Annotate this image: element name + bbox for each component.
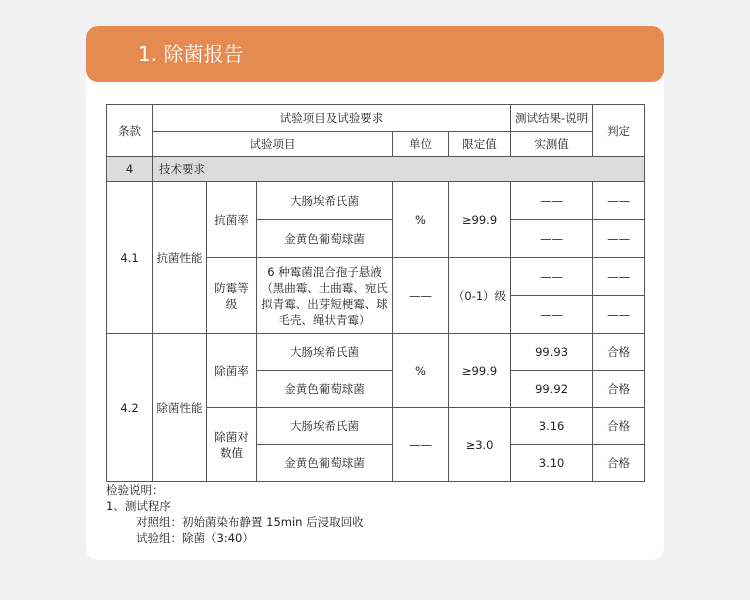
item-staph: 金黄色葡萄球菌 — [257, 220, 393, 258]
th-clause: 条款 — [107, 105, 153, 157]
section-row — [107, 157, 645, 182]
measured-cell: —— — [511, 220, 593, 258]
unit-cell: —— — [393, 258, 449, 334]
verdict-cell: —— — [593, 182, 645, 220]
clause-4-2: 4.2 — [107, 334, 153, 482]
measured-cell: 99.92 — [511, 371, 593, 408]
log-reduction-label: 除菌对数值 — [207, 408, 257, 482]
limit-cell: ≥99.9 — [449, 334, 511, 408]
measured-cell: 99.93 — [511, 334, 593, 371]
verdict-cell: 合格 — [593, 334, 645, 371]
unit-cell: % — [393, 334, 449, 408]
section-title: 1. 除菌报告 — [138, 42, 244, 66]
measured-cell: 3.10 — [511, 445, 593, 482]
section-clause: 4 — [107, 157, 153, 182]
th-measured: 实测值 — [511, 132, 593, 157]
section-label: 技术要求 — [153, 157, 645, 182]
removal-rate-label: 除菌率 — [207, 334, 257, 408]
header-row-2 — [107, 132, 645, 157]
measured-cell: —— — [511, 258, 593, 296]
limit-cell: ≥99.9 — [449, 182, 511, 258]
measured-cell: 3.16 — [511, 408, 593, 445]
measured-cell: —— — [511, 296, 593, 334]
th-limit: 限定值 — [449, 132, 511, 157]
th-result: 测试结果-说明 — [511, 105, 593, 132]
unit-cell: % — [393, 182, 449, 258]
item-staph: 金黄色葡萄球菌 — [257, 371, 393, 408]
th-items-requirements: 试验项目及试验要求 — [153, 105, 511, 132]
notes-title: 检验说明： — [106, 483, 164, 497]
mold-grade-label: 防霉等级 — [207, 258, 257, 334]
verdict-cell: 合格 — [593, 445, 645, 482]
item-ecoli: 大肠埃希氏菌 — [257, 334, 393, 371]
antibacterial-rate-label: 抗菌率 — [207, 182, 257, 258]
verdict-cell: 合格 — [593, 408, 645, 445]
notes-line: 试验组：除菌（3:40） — [136, 531, 254, 545]
section-header — [86, 26, 664, 82]
verdict-cell: —— — [593, 220, 645, 258]
verdict-cell: —— — [593, 296, 645, 334]
clause-4-1: 4.1 — [107, 182, 153, 334]
verdict-cell: —— — [593, 258, 645, 296]
item-ecoli: 大肠埃希氏菌 — [257, 408, 393, 445]
item-ecoli: 大肠埃希氏菌 — [257, 182, 393, 220]
unit-cell: —— — [393, 408, 449, 482]
category-removal: 除菌性能 — [153, 334, 207, 482]
verdict-cell: 合格 — [593, 371, 645, 408]
item-staph: 金黄色葡萄球菌 — [257, 445, 393, 482]
th-item: 试验项目 — [153, 132, 393, 157]
th-verdict: 判定 — [593, 105, 645, 157]
report-card — [86, 26, 664, 560]
notes-line: 对照组：初始菌染布静置 15min 后浸取回收 — [136, 515, 364, 529]
limit-cell: （0-1）级 — [449, 258, 511, 334]
inspection-notes — [106, 482, 644, 546]
category-antibacterial: 抗菌性能 — [153, 182, 207, 334]
table-row — [107, 334, 645, 371]
item-mold-spores: 6 种霉菌混合孢子悬液（黑曲霉、土曲霉、宛氏拟青霉、出芽短梗霉、球毛壳、绳状青霉） — [257, 258, 393, 334]
test-report-table — [106, 104, 645, 482]
header-row-1 — [107, 105, 645, 132]
limit-cell: ≥3.0 — [449, 408, 511, 482]
notes-line: 1、测试程序 — [106, 499, 171, 513]
table-row — [107, 182, 645, 220]
measured-cell: —— — [511, 182, 593, 220]
th-unit: 单位 — [393, 132, 449, 157]
